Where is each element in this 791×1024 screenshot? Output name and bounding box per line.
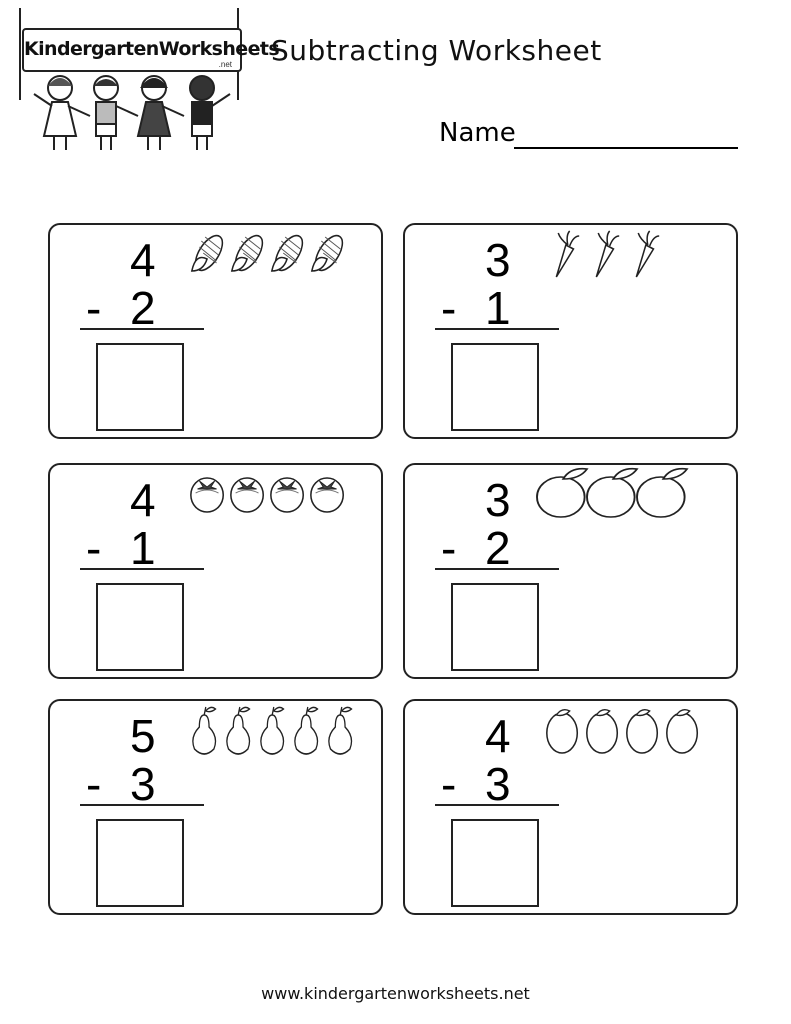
answer-box[interactable] [96, 343, 184, 431]
minuend: 3 [485, 234, 511, 286]
name-line[interactable] [514, 147, 738, 149]
name-field [439, 116, 739, 152]
minuend: 3 [485, 474, 511, 526]
subtrahend: 1 [485, 282, 511, 334]
picture-group [186, 465, 350, 521]
corn-icon [230, 231, 267, 275]
picture-group [541, 701, 705, 757]
picture-group [541, 225, 665, 281]
carrot-icon [636, 231, 659, 277]
name-label: Name [439, 118, 516, 148]
subtrahend: 2 [130, 282, 156, 334]
answer-box[interactable] [451, 343, 539, 431]
equals-line [435, 328, 559, 330]
lemon-icon [547, 710, 577, 753]
tomato-icon [231, 478, 263, 512]
minus-sign: - [86, 758, 102, 810]
answer-box[interactable] [96, 583, 184, 671]
pear-icon [329, 707, 352, 754]
equals-line [80, 328, 204, 330]
problem-card [48, 223, 383, 439]
carrot-icon [596, 231, 619, 277]
pear-icon [193, 707, 216, 754]
minus-sign: - [441, 282, 457, 334]
page-title: Subtracting Worksheet [271, 34, 602, 67]
minus-sign: - [86, 522, 102, 574]
lemon-icon [627, 710, 657, 753]
problem-card [403, 699, 738, 915]
tomato-icon [191, 478, 223, 512]
minuend: 4 [130, 474, 156, 526]
corn-icon [270, 231, 307, 275]
equals-line [80, 568, 204, 570]
subtrahend: 3 [130, 758, 156, 810]
minuend: 5 [130, 710, 156, 762]
subtrahend: 3 [485, 758, 511, 810]
orange-icon [587, 469, 637, 517]
pear-icon [261, 707, 284, 754]
picture-group [186, 225, 350, 281]
answer-box[interactable] [451, 819, 539, 907]
footer-url: www.kindergartenworksheets.net [261, 984, 530, 1003]
minus-sign: - [441, 522, 457, 574]
orange-icon [537, 469, 587, 517]
logo-suffix: .net [218, 60, 232, 69]
logo-text: KindergartenWorksheets [24, 38, 280, 60]
picture-group [535, 465, 689, 521]
problem-card [48, 463, 383, 679]
problem-card [403, 223, 738, 439]
problem-card [403, 463, 738, 679]
subtrahend: 2 [485, 522, 511, 574]
site-logo [14, 8, 280, 156]
picture-group [186, 701, 360, 757]
pear-icon [227, 707, 250, 754]
minus-sign: - [86, 282, 102, 334]
answer-box[interactable] [451, 583, 539, 671]
corn-icon [310, 231, 347, 275]
lemon-icon [667, 710, 697, 753]
corn-icon [190, 231, 227, 275]
carrot-icon [556, 231, 579, 277]
tomato-icon [271, 478, 303, 512]
answer-box[interactable] [96, 819, 184, 907]
lemon-icon [587, 710, 617, 753]
problem-card [48, 699, 383, 915]
tomato-icon [311, 478, 343, 512]
minus-sign: - [441, 758, 457, 810]
minuend: 4 [485, 710, 511, 762]
logo-sign [22, 28, 280, 72]
orange-icon [637, 469, 687, 517]
minuend: 4 [130, 234, 156, 286]
equals-line [80, 804, 204, 806]
subtrahend: 1 [130, 522, 156, 574]
equals-line [435, 568, 559, 570]
pear-icon [295, 707, 318, 754]
equals-line [435, 804, 559, 806]
